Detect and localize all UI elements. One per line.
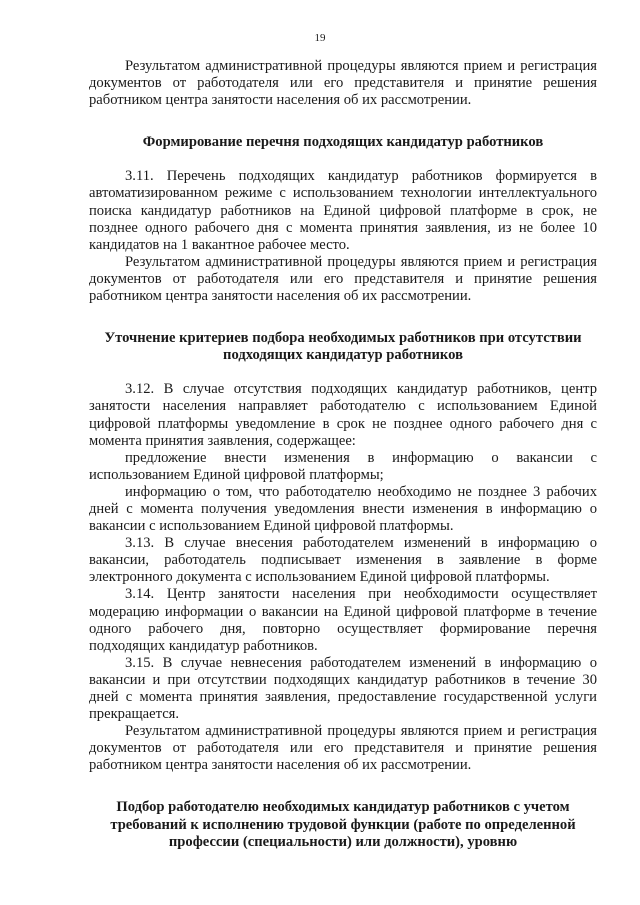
heading-candidates-list: Формирование перечня подходящих кандидатур работников — [142, 134, 544, 151]
paragraph-3-14: 3.14. Центр занятости населения при необходимости осуществляет модерацию информации о вакансии на Единой цифровой платформе в течение одного рабочего дня, повторно осуществляет формирование перечня подходящих кандидатур работников. — [89, 586, 597, 654]
heading-criteria-refinement: Уточнение критериев подбора необходимых работников при отсутствии подходящих кандидатур работников — [104, 330, 582, 364]
paragraph-result-1: Результатом административной процедуры являются прием и регистрация документов от работодателя или его представителя и принятие решения работником центра занятости населения об их рассмотрении. — [89, 58, 597, 109]
paragraph-result-2: Результатом административной процедуры являются прием и регистрация документов от работодателя или его представителя и принятие решения работником центра занятости населения об их рассмотрении. — [89, 253, 597, 305]
paragraph-3-11: 3.11. Перечень подходящих кандидатур работников формируется в автоматизированном режиме с использованием технологии интеллектуального поиска кандидатур работников на Единой цифровой платформе в срок, не позднее одного рабочего дня с момента принятия заявления, из не более 10 кандидатов на 1 вакантное рабочее место. — [89, 168, 597, 253]
paragraph-suggestion: предложение внести изменения в информацию о вакансии с использованием Единой цифровой платформы; — [89, 449, 597, 483]
heading-employer-selection: Подбор работодателю необходимых кандидатур работников с учетом требований к исполнению трудовой функции (работе по определенной профессии (специальности) или должности), уровню — [110, 799, 576, 850]
paragraph-information: информацию о том, что работодателю необходимо не позднее 3 рабочих дней с момента получения уведомления внести изменения в информацию о вакансии с использованием Единой цифровой платформы. — [89, 483, 597, 535]
page-number: 19 — [314, 32, 326, 44]
paragraph-3-15: 3.15. В случае невнесения работодателем изменений в информацию о вакансии и при отсутствии подходящих кандидатур работников в течение 30 дней с момента принятия заявления, предоставление государственной услуги прекращается. — [89, 654, 597, 723]
paragraph-result-3: Результатом административной процедуры являются прием и регистрация документов от работодателя или его представителя и принятие решения работником центра занятости населения об их рассмотрении. — [89, 723, 597, 774]
document-body — [89, 58, 597, 851]
paragraph-3-13: 3.13. В случае внесения работодателем изменений в информацию о вакансии, работодатель подписывает изменения в заявление в форме электронного документа с использованием Единой цифровой платформы. — [89, 535, 597, 586]
paragraph-3-12: 3.12. В случае отсутствия подходящих кандидатур работников, центр занятости населения направляет работодателю с использованием Единой цифровой платформы уведомление в срок не позднее одного рабочего дня с момента принятия заявления, содержащее: — [89, 381, 597, 449]
